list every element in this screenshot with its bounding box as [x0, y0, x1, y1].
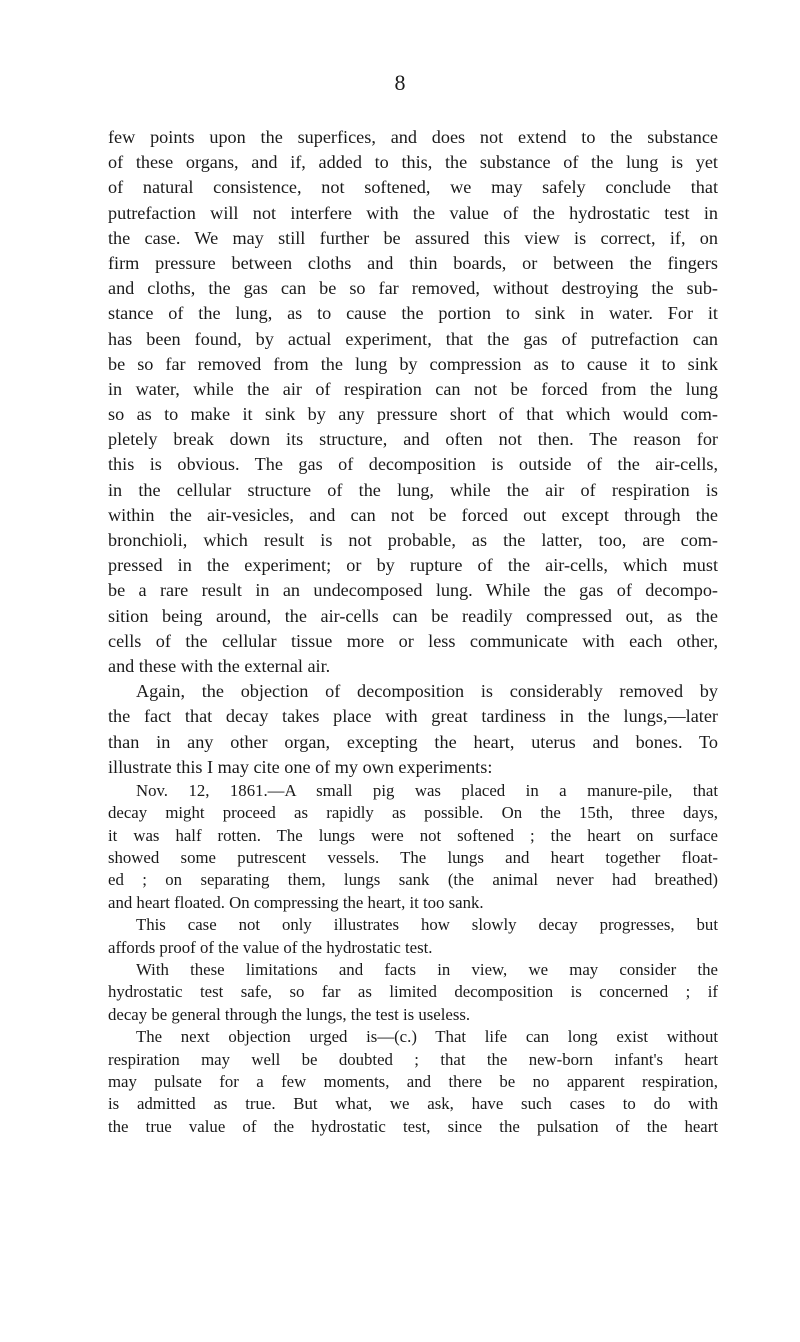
- text-line: and these with the external air.: [108, 655, 331, 676]
- text-line: stance of the lung, as to cause the portion to sink in water. For it: [108, 303, 718, 324]
- experiment-note-line: Nov. 12, 1861.—A small pig was placed in a manure-pile, that: [136, 780, 718, 800]
- text-line: putrefaction will not interfere with the value of the hydrostatic test in: [108, 202, 718, 223]
- text-line: cells of the cellular tissue more or less communicate with each other,: [108, 630, 718, 651]
- text-line: in water, while the air of respiration can not be forced from the lung: [108, 378, 718, 399]
- text-line: be so far removed from the lung by compression as to cause it to sink: [108, 353, 718, 374]
- text-line: in the cellular structure of the lung, while the air of respiration is: [108, 479, 718, 500]
- text-line: the true value of the hydrostatic test, since the pulsation of the heart: [108, 1116, 718, 1136]
- text-line: The next objection urged is—(c.) That life can long exist without: [136, 1027, 718, 1047]
- text-line: of these organs, and if, added to this, the substance of the lung is yet: [108, 152, 718, 173]
- experiment-note-line: affords proof of the value of the hydrostatic test.: [108, 937, 433, 957]
- text-line: few points upon the superfices, and does not extend to the substance: [108, 127, 718, 147]
- text-line: this is obvious. The gas of decomposition is outside of the air-cells,: [108, 454, 718, 475]
- body-text: [108, 125, 718, 1138]
- experiment-note-line: it was half rotten. The lungs were not softened ; the heart on surface: [108, 825, 718, 845]
- text-line: the fact that decay takes place with great tardiness in the lungs,—later: [108, 706, 718, 727]
- text-line: sition being around, the air-cells can be readily compressed out, as the: [108, 605, 718, 626]
- text-line: illustrate this I may cite one of my own experiments:: [108, 756, 493, 777]
- page-number: 8: [394, 70, 406, 95]
- text-line: so as to make it sink by any pressure short of that which would com-: [108, 404, 718, 425]
- text-line: bronchioli, which result is not probable, as the latter, too, are com-: [108, 530, 718, 550]
- text-line: be a rare result in an undecomposed lung. While the gas of decompo-: [108, 580, 718, 601]
- text-line: and cloths, the gas can be so far removed, without destroying the sub-: [108, 278, 718, 299]
- text-line: pressed in the experiment; or by rupture of the air-cells, which must: [108, 555, 718, 576]
- experiment-note-line: and heart floated. On compressing the heart, it too sank.: [108, 892, 484, 912]
- text-line: has been found, by actual experiment, that the gas of putrefaction can: [108, 328, 718, 349]
- experiment-note-line: decay might proceed as rapidly as possible. On the 15th, three days,: [108, 803, 718, 823]
- text-line: the case. We may still further be assured this view is correct, if, on: [108, 227, 718, 248]
- text-line: Again, the objection of decomposition is considerably removed by: [136, 681, 718, 702]
- experiment-note-line: showed some putrescent vessels. The lungs and heart together float-: [108, 848, 718, 868]
- text-line: of natural consistence, not softened, we may safely conclude that: [108, 177, 718, 198]
- text-line: firm pressure between cloths and thin boards, or between the fingers: [108, 252, 718, 273]
- text-line: within the air-vesicles, and can not be forced out except through the: [108, 504, 718, 525]
- text-line: than in any other organ, excepting the heart, uterus and bones. To: [108, 731, 718, 752]
- text-line: With these limitations and facts in view, we may consider the: [136, 960, 718, 979]
- experiment-note-line: ed ; on separating them, lungs sank (the animal never had breathed): [108, 870, 718, 890]
- text-line: hydrostatic test safe, so far as limited decomposition is concerned ; if: [108, 982, 718, 1002]
- text-line: respiration may well be doubted ; that the new-born infant's heart: [108, 1049, 718, 1069]
- text-line: is admitted as true. But what, we ask, have such cases to do with: [108, 1094, 718, 1114]
- experiment-note-line: This case not only illustrates how slowly decay progresses, but: [136, 915, 718, 935]
- text-line: pletely break down its structure, and often not then. The reason for: [108, 429, 718, 450]
- text-line: decay be general through the lungs, the test is useless.: [108, 1004, 471, 1024]
- text-line: may pulsate for a few moments, and there be no apparent respiration,: [108, 1071, 718, 1091]
